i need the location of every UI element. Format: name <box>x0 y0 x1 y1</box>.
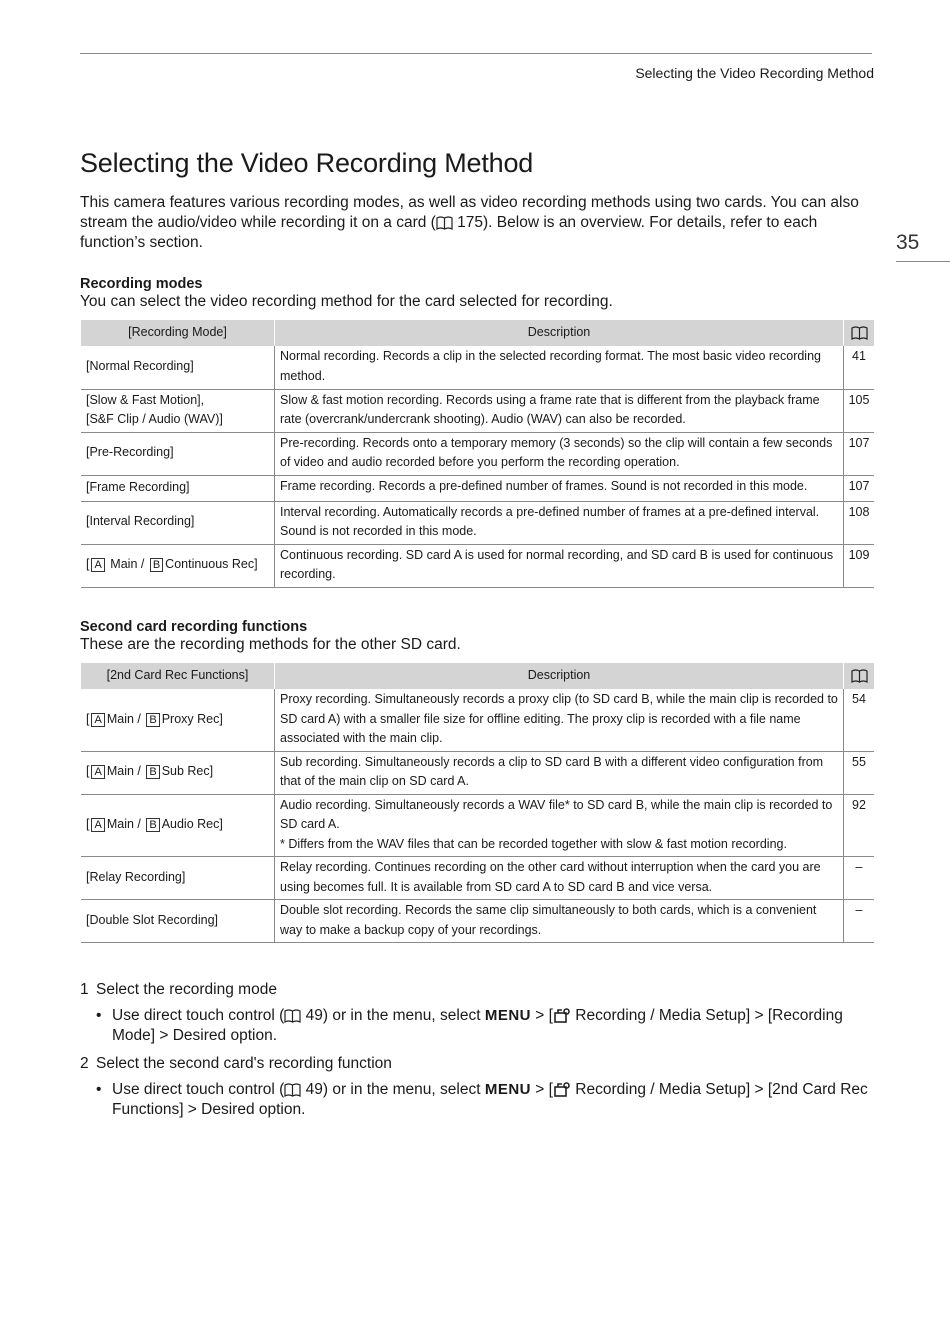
running-header: Selecting the Video Recording Method <box>635 65 874 81</box>
steps-section <box>80 980 880 1128</box>
page-ref-cell[interactable]: 107 <box>844 432 875 475</box>
step-bullet: • Use direct touch control ( 49) or in the menu, select MENU > [ Recording / Media Setup] > [Recording Mode] > Desired option. <box>96 1007 843 1044</box>
recording-modes-table <box>81 320 874 588</box>
book-icon <box>851 669 868 683</box>
table-row <box>81 794 874 857</box>
description-cell: Audio recording. Simultaneously records a WAV file* to SD card B, while the main clip is recorded to SD card A. * Differs from the WAV files that can be recorded together with slow & fast motion recording. <box>275 794 844 857</box>
step-title: 1 Select the recording mode <box>80 981 277 998</box>
table-row <box>81 900 874 943</box>
card-b-icon: B <box>146 818 159 832</box>
page-ref-cell[interactable]: 107 <box>844 475 875 501</box>
page-ref-cell[interactable]: 41 <box>844 346 875 389</box>
page-ref-cell: – <box>844 857 875 900</box>
camera-setup-icon <box>553 1008 571 1024</box>
intro-page-ref[interactable]: 175 <box>457 214 484 231</box>
table-row <box>81 857 874 900</box>
footnote: * Differs from the WAV files that can be recorded together with slow & fast motion recording. <box>280 836 787 851</box>
mode-line-1: [Slow & Fast Motion], <box>86 392 205 407</box>
book-icon <box>284 1009 301 1023</box>
card-b-icon: B <box>150 558 163 572</box>
table-row <box>81 501 874 544</box>
mode-cell: [Frame Recording] <box>81 475 275 501</box>
description-cell: Interval recording. Automatically records a pre-defined number of frames at a pre-defined interval. Sound is not recorded in this mode. <box>275 501 844 544</box>
column-header-description: Description <box>275 663 844 689</box>
book-icon <box>851 326 868 340</box>
recording-modes-heading: Recording modes <box>80 276 203 292</box>
intro-paragraph <box>80 193 880 253</box>
table-row <box>81 389 874 432</box>
table-row <box>81 689 874 751</box>
description-cell: Proxy recording. Simultaneously records a proxy clip (to SD card B, while the main clip is recorded to SD card A) with a smaller file size for offline editing. The proxy clip is recorded with a file name associated with the main clip. <box>275 689 844 751</box>
column-header-description: Description <box>275 320 844 346</box>
menu-label: MENU <box>484 1007 531 1024</box>
book-icon <box>284 1083 301 1097</box>
description-cell: Relay recording. Continues recording on the other card without interruption when the card you are using becomes full. It is available from SD card A to SD card B and vice versa. <box>275 857 844 900</box>
function-cell: [Relay Recording] <box>81 857 275 900</box>
card-a-icon: A <box>91 818 104 832</box>
mode-cell: [Normal Recording] <box>81 346 275 389</box>
step-title: 2 Select the second card's recording function <box>80 1055 392 1072</box>
page-ref-cell[interactable]: 54 <box>844 689 875 751</box>
mode-cell <box>81 389 275 432</box>
top-rule <box>80 53 872 54</box>
description-cell: Sub recording. Simultaneously records a clip to SD card B with a different video configuration from that of the main clip on SD card A. <box>275 751 844 794</box>
table-header-row <box>81 320 874 346</box>
description-cell: Frame recording. Records a pre-defined number of frames. Sound is not recorded in this mode. <box>275 475 844 501</box>
recording-modes-subtext: You can select the video recording method for the card selected for recording. <box>80 293 613 310</box>
column-header-mode: [Recording Mode] <box>81 320 275 346</box>
intro-text-1: This camera features various recording modes, as well as video recording methods using two cards. You can also stream the audio/video while recording it on a card ( <box>80 194 859 231</box>
card-b-icon: B <box>146 713 159 727</box>
book-icon <box>436 216 453 230</box>
card-a-icon: A <box>91 713 104 727</box>
step-bullet: • Use direct touch control ( 49) or in the menu, select MENU > [ Recording / Media Setup] > [2nd Card Rec Functions] > Desired option. <box>96 1081 868 1118</box>
mode-cell: [ A Main / B Continuous Rec] <box>81 544 275 587</box>
mode-line-2: [S&F Clip / Audio (WAV)] <box>86 412 223 426</box>
table-row <box>81 544 874 587</box>
description-cell: Normal recording. Records a clip in the selected recording format. The most basic video recording method. <box>275 346 844 389</box>
function-cell: [Double Slot Recording] <box>81 900 275 943</box>
page-ref-cell[interactable]: 105 <box>844 389 875 432</box>
intro-text-2: ). Below is an overview. For details, refer to each function’s section. <box>80 214 818 251</box>
page-number: 35 <box>896 231 920 254</box>
table-row <box>81 475 874 501</box>
table-row <box>81 432 874 475</box>
function-cell: [ A Main / B Proxy Rec] <box>81 689 275 751</box>
card-b-icon: B <box>146 765 159 779</box>
page-ref-cell[interactable]: 92 <box>844 794 875 857</box>
column-header-page <box>844 320 875 346</box>
menu-label: MENU <box>484 1081 531 1098</box>
description-cell: Double slot recording. Records the same clip simultaneously to both cards, which is a convenient way to make a backup copy of your recordings. <box>275 900 844 943</box>
column-header-function: [2nd Card Rec Functions] <box>81 663 275 689</box>
second-card-subtext: These are the recording methods for the other SD card. <box>80 636 461 653</box>
page-title: Selecting the Video Recording Method <box>80 148 534 178</box>
table-row <box>81 346 874 389</box>
page-ref-cell[interactable]: 55 <box>844 751 875 794</box>
description-cell: Continuous recording. SD card A is used for normal recording, and SD card B is used for continuous recording. <box>275 544 844 587</box>
camera-setup-icon <box>553 1082 571 1098</box>
card-a-icon: A <box>91 765 104 779</box>
page-number-rule <box>896 261 950 262</box>
function-cell: [ A Main / B Sub Rec] <box>81 751 275 794</box>
mode-cell: [Interval Recording] <box>81 501 275 544</box>
second-card-table <box>81 663 874 943</box>
page-ref[interactable]: 49 <box>305 1081 323 1098</box>
mode-cell: [Pre-Recording] <box>81 432 275 475</box>
card-a-icon: A <box>91 558 104 572</box>
function-cell: [ A Main / B Audio Rec] <box>81 794 275 857</box>
page-ref-cell: – <box>844 900 875 943</box>
description-cell: Pre-recording. Records onto a temporary memory (3 seconds) so the clip will contain a few seconds of video and audio recorded before you perform the recording operation. <box>275 432 844 475</box>
second-card-heading: Second card recording functions <box>80 619 308 635</box>
page-ref-cell[interactable]: 108 <box>844 501 875 544</box>
page-ref-cell[interactable]: 109 <box>844 544 875 587</box>
description-cell: Slow & fast motion recording. Records using a frame rate that is different from the playback frame rate (overcrank/undercrank shooting). Audio (WAV) can also be recorded. <box>275 389 844 432</box>
table-header-row <box>81 663 874 689</box>
column-header-page <box>844 663 875 689</box>
table-row <box>81 751 874 794</box>
page-ref[interactable]: 49 <box>305 1007 323 1024</box>
